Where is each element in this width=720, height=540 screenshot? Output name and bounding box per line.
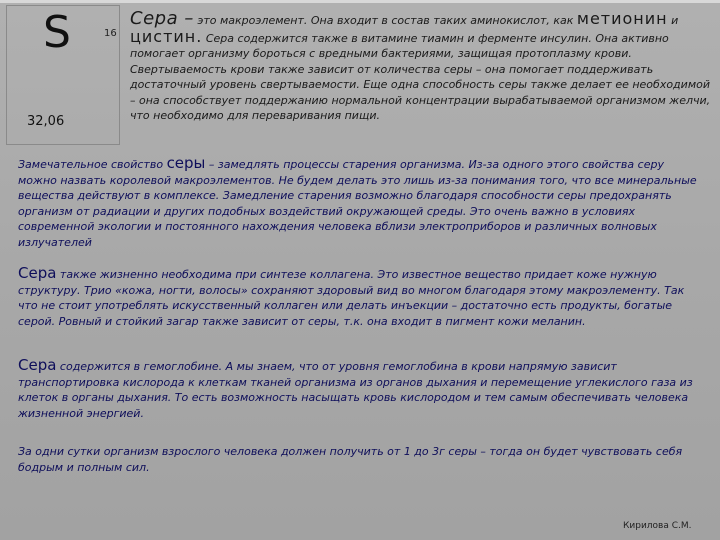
paragraph-accent: серы [166,154,206,172]
paragraph-aging [18,156,704,250]
paragraph-daily-intake [18,444,704,475]
paragraph-hemoglobin [18,358,704,421]
paragraph-collagen [18,266,704,329]
paragraph-accent: Сера [18,356,57,374]
paragraph-lead: Замечательное свойство [18,158,167,171]
paragraph-text: – замедлять процессы старения организма. Из-за одного этого свойства серу можно назвать королевой макроэлементов. Не будем делать это лишь из-за понимания того, что все минеральные вещества действуют в комплексе. Замедление старения возможно благодаря способности серы предохранять организм от радиации и других подобных воздействий окружающей среды. Это очень важно в условиях современной экологии и постоянного нахождения человека вблизи электроприборов и различных волновых излучателей [18,158,697,249]
amino-acid-1: метионин [576,9,668,28]
intro-text-3: Сера содержится также в витамине тиамин и ферменте инсулин. Она активно помогает организму бороться с вредными бактериями, защищая протоплазму крови. Свертываемость крови также зависит от количества серы – она помогает поддерживать достаточный уровень свертываемости. Еще одна способность серы также делает ее необходимой – она способствует поддержанию нормальной концентрации вырабатываемой организмом желчи, что необходимо для переваривания пищи. [130,31,711,122]
author-credit: Кирилова С.М. [623,521,692,531]
element-atomic-number: 16 [104,28,117,39]
periodic-element-card [6,5,120,145]
intro-text-1: это макроэлемент. Она входит в состав таких аминокислот, как [193,14,577,27]
element-symbol: S [43,7,71,58]
intro-paragraph [130,8,716,124]
paragraph-text: За одни сутки организм взрослого человека должен получить от 1 до 3г серы – тогда он будет чувствовать себя бодрым и полным сил. [18,445,683,474]
paragraph-text: также жизненно необходима при синтезе коллагена. Это известное вещество придает коже нужную структуру. Трио «кожа, ногти, волосы» сохраняют здоровый вид во многом благодаря этому макроэлементу. Так что не стоит употреблять искусственный коллаген или делать инъекции – достаточно есть продукты, богатые серой. Ровный и стойкий загар также зависит от серы, т.к. она входит в пигмент кожи меланин. [18,268,685,328]
intro-text-2: и [667,14,679,27]
amino-acid-2: цистин. [130,26,203,46]
paragraph-accent: Сера [18,264,57,282]
paragraph-text: содержится в гемоглобине. А мы знаем, что от уровня гемоглобина в крови напрямую зависит транспортировка кислорода к клеткам тканей организма из органов дыхания и перемещение углекислого газа из клеток в органы дыхания. То есть возможность насыщать кровь кислородом и тем самым обеспечивать человека жизненной энергией. [18,360,693,420]
element-name: Сера – [130,8,194,29]
element-atomic-mass: 32,06 [27,114,65,129]
